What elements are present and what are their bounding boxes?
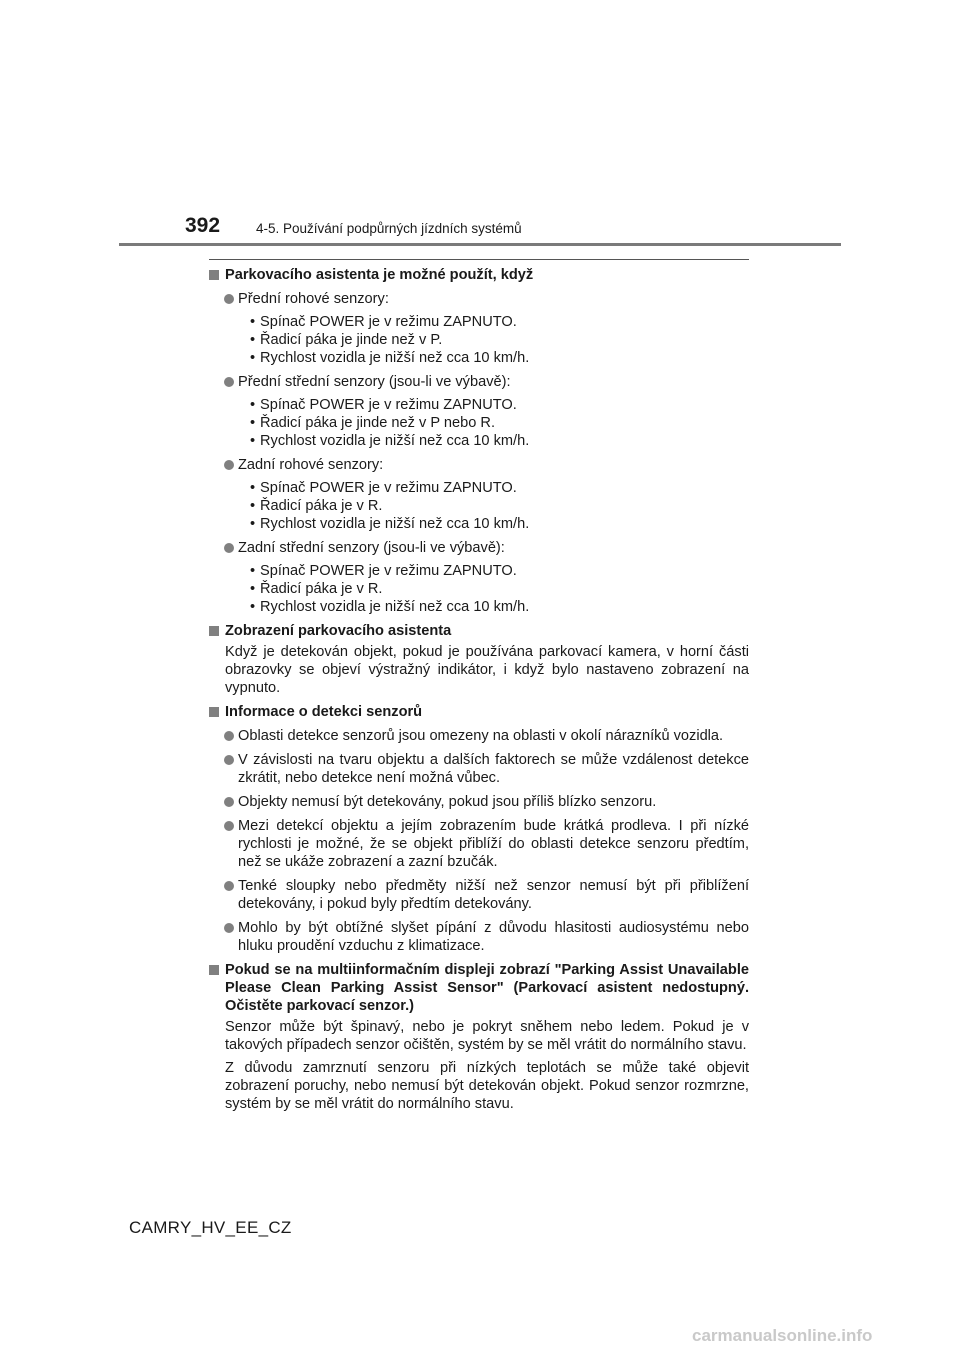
paragraph: Senzor může být špinavý, nebo je pokryt sněhem nebo ledem. Pokud je v takových případech senzor očištěn, systém by se měl vrátit do normálního stavu. <box>225 1019 749 1053</box>
circle-bullet-icon <box>224 923 234 933</box>
header-rule <box>119 243 841 246</box>
condition-item: • Řadicí páka je jinde než v P nebo R. <box>250 414 749 432</box>
section-heading <box>208 703 749 721</box>
section-heading-text: Informace o detekci senzorů <box>225 704 423 720</box>
condition-item: • Řadicí páka je jinde než v P. <box>250 331 749 349</box>
chapter-title: 4-5. Používání podpůrných jízdních systémů <box>256 221 522 236</box>
bullet-text: Přední střední senzory (jsou-li ve výbavě): <box>238 374 511 390</box>
bullet-text: Přední rohové senzory: <box>238 291 389 307</box>
list-item <box>208 817 749 871</box>
condition-item: • Rychlost vozidla je nižší než cca 10 km/h. <box>250 349 749 367</box>
list-item <box>208 290 749 308</box>
square-bullet-icon <box>209 707 219 717</box>
section-heading-text: Zobrazení parkovacího asistenta <box>225 623 452 639</box>
circle-bullet-icon <box>224 731 234 741</box>
list-item <box>208 793 749 811</box>
circle-bullet-icon <box>224 294 234 304</box>
document-code: CAMRY_HV_EE_CZ <box>129 1218 292 1237</box>
condition-item: • Spínač POWER je v režimu ZAPNUTO. <box>250 562 749 580</box>
condition-item: • Spínač POWER je v režimu ZAPNUTO. <box>250 479 749 497</box>
condition-list <box>208 479 749 533</box>
circle-bullet-icon <box>224 377 234 387</box>
section-heading-text: Parkovacího asistenta je možné použít, když <box>225 267 534 283</box>
paragraph: Z důvodu zamrznutí senzoru při nízkých teplotách se může také objevit zobrazení poruchy, nebo nemusí být detekován objekt. Pokud senzor rozmrzne, systém by se měl vrátit do normálního stavu. <box>225 1060 749 1112</box>
section-divider <box>209 259 749 260</box>
circle-bullet-icon <box>224 821 234 831</box>
condition-item: • Rychlost vozidla je nižší než cca 10 km/h. <box>250 432 749 450</box>
condition-item: • Spínač POWER je v režimu ZAPNUTO. <box>250 396 749 414</box>
page-content <box>208 266 749 1113</box>
condition-item: • Rychlost vozidla je nižší než cca 10 km/h. <box>250 515 749 533</box>
circle-bullet-icon <box>224 755 234 765</box>
bullet-text: Oblasti detekce senzorů jsou omezeny na oblasti v okolí nárazníků vozidla. <box>238 728 724 744</box>
list-item <box>208 919 749 955</box>
bullet-text: Zadní střední senzory (jsou-li ve výbavě): <box>238 540 505 556</box>
list-item <box>208 751 749 787</box>
circle-bullet-icon <box>224 460 234 470</box>
list-item <box>208 456 749 474</box>
section-heading <box>208 266 749 284</box>
square-bullet-icon <box>209 270 219 280</box>
circle-bullet-icon <box>224 881 234 891</box>
circle-bullet-icon <box>224 543 234 553</box>
section-heading-text: Pokud se na multiinformačním displeji zobrazí "Parking Assist Unavailable Please Clean Parking Assist Sensor" (Parkovací asistent nedostupný. Očistěte parkovací senzor.) <box>225 962 749 1014</box>
circle-bullet-icon <box>224 797 234 807</box>
bullet-text: V závislosti na tvaru objektu a dalších faktorech se může vzdálenost detekce zkrátit, nebo detekce není možná vůbec. <box>238 752 749 786</box>
condition-list <box>208 562 749 616</box>
condition-item: • Řadicí páka je v R. <box>250 580 749 598</box>
list-item <box>208 373 749 391</box>
page-number: 392 <box>185 214 221 237</box>
list-item <box>208 539 749 557</box>
paragraph: Když je detekován objekt, pokud je používána parkovací kamera, v horní části obrazovky se objeví výstražný indikátor, i když bylo nastaveno zobrazení na vypnuto. <box>225 644 749 696</box>
watermark: carmanualsonline.info <box>692 1326 873 1345</box>
condition-list <box>208 396 749 450</box>
section-heading <box>208 961 749 1015</box>
condition-item: • Spínač POWER je v režimu ZAPNUTO. <box>250 313 749 331</box>
condition-list <box>208 313 749 367</box>
list-item <box>208 877 749 913</box>
square-bullet-icon <box>209 626 219 636</box>
condition-item: • Rychlost vozidla je nižší než cca 10 km/h. <box>250 598 749 616</box>
square-bullet-icon <box>209 965 219 975</box>
bullet-text: Mezi detekcí objektu a jejím zobrazením bude krátká prodleva. I při nízké rychlosti je možné, že se objekt přiblíží do oblasti detekce senzoru předtím, než se ukáže zobrazení a zazní bzučák. <box>238 818 749 870</box>
bullet-text: Objekty nemusí být detekovány, pokud jsou příliš blízko senzoru. <box>238 794 657 810</box>
list-item <box>208 727 749 745</box>
bullet-text: Zadní rohové senzory: <box>238 457 384 473</box>
section-heading <box>208 622 749 640</box>
bullet-text: Mohlo by být obtížné slyšet pípání z důvodu hlasitosti audiosystému nebo hluku proudění vzduchu z klimatizace. <box>238 920 749 954</box>
condition-item: • Řadicí páka je v R. <box>250 497 749 515</box>
bullet-text: Tenké sloupky nebo předměty nižší než senzor nemusí být při přiblížení detekovány, i pokud byly předtím detekovány. <box>238 878 749 912</box>
